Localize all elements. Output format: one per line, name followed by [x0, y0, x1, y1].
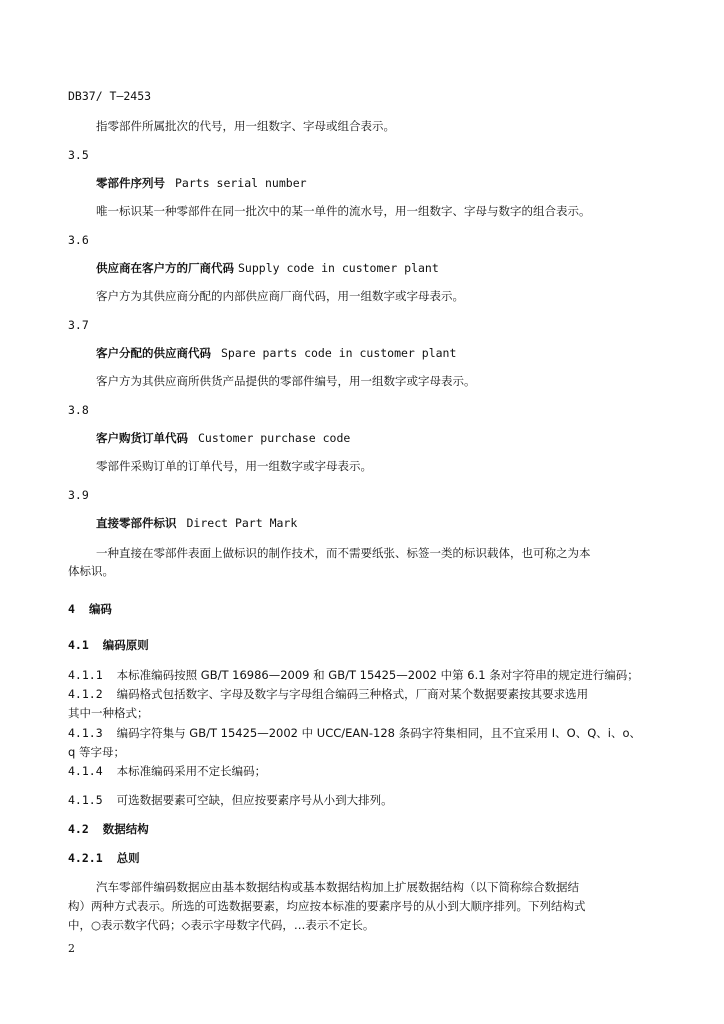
term-en: Supply code in customer plant	[238, 261, 439, 275]
section-title: 总则	[116, 851, 140, 865]
clause-4-1-3-continuation: q 等字母；	[68, 745, 125, 759]
term-cn: 客户分配的供应商代码	[96, 346, 211, 360]
clause-4-1-3	[68, 726, 641, 740]
paragraph-4-2-1-line-3: 中，○表示数字代码；◇表示字母数字代码，…表示不定长。	[68, 918, 375, 932]
section-title: 数据结构	[102, 822, 149, 836]
chapter-4-heading	[68, 602, 112, 616]
clause-number: 4.1.1	[68, 668, 103, 682]
chapter-number: 4	[68, 602, 75, 616]
clause-text: 本标准编码采用不定长编码；	[116, 764, 267, 778]
term-cn: 零部件序列号	[96, 176, 165, 190]
term-number-3-8: 3.8	[68, 403, 89, 417]
standard-number-header: DB37/ T—2453	[68, 89, 152, 103]
section-number: 4.2.1	[68, 851, 103, 865]
term-en: Direct Part Mark	[186, 516, 298, 530]
term-title-3-9	[96, 516, 297, 530]
clause-text: 本标准编码按照 GB/T 16986—2009 和 GB/T 15425—2002 中第 6.1 条对字符串的规定进行编码；	[116, 668, 639, 682]
term-number-3-7: 3.7	[68, 318, 89, 332]
clause-4-1-2-continuation: 其中一种格式；	[68, 706, 149, 720]
section-4-1-heading	[68, 638, 149, 652]
term-number-3-6: 3.6	[68, 233, 89, 247]
section-4-2-heading	[68, 822, 149, 836]
term-definition-3-8: 零部件采购订单的订单代号，用一组数字或字母表示。	[96, 459, 372, 473]
term-en: Customer purchase code	[198, 431, 351, 445]
term-number-3-9: 3.9	[68, 488, 89, 502]
term-en: Spare parts code in customer plant	[221, 346, 457, 360]
chapter-title: 编码	[88, 602, 112, 616]
term-title-3-6	[96, 261, 439, 275]
term-definition-3-9-line-1: 一种直接在零部件表面上做标识的制作技术，而不需要纸张、标签一类的标识载体，也可称之为本	[96, 546, 591, 560]
term-en: Parts serial number	[175, 176, 307, 190]
intro-definition-line: 指零部件所属批次的代号，用一组数字、字母或组合表示。	[96, 119, 395, 133]
term-title-3-8	[96, 431, 350, 445]
clause-number: 4.1.4	[68, 764, 103, 778]
term-cn: 直接零部件标识	[96, 516, 177, 530]
term-definition-3-5: 唯一标识某一种零部件在同一批次中的某一单件的流水号，用一组数字、字母与数字的组合表示。	[96, 204, 591, 218]
term-definition-3-9-line-2: 体标识。	[68, 564, 114, 578]
section-title: 编码原则	[102, 638, 149, 652]
clause-4-1-5	[68, 793, 393, 807]
clause-text: 编码格式包括数字、字母及数字与字母组合编码三种格式，厂商对某个数据要素按其要求选用	[116, 687, 589, 701]
clause-number: 4.1.2	[68, 687, 103, 701]
clause-text: 编码字符集与 GB/T 15425—2002 中 UCC/EAN-128 条码字符集相同，且不宜采用 I、O、Q、i、o、	[116, 726, 642, 740]
term-title-3-5	[96, 176, 307, 190]
term-definition-3-7: 客户方为其供应商所供货产品提供的零部件编号，用一组数字或字母表示。	[96, 374, 476, 388]
term-title-3-7	[96, 346, 456, 360]
section-4-2-1-heading	[68, 851, 140, 865]
term-cn: 客户购货订单代码	[96, 431, 188, 445]
section-number: 4.2	[68, 822, 89, 836]
paragraph-4-2-1-line-1: 汽车零部件编码数据应由基本数据结构或基本数据结构加上扩展数据结构（以下简称综合数据结	[96, 880, 579, 894]
term-cn: 供应商在客户方的厂商代码	[96, 261, 234, 275]
page-number: 2	[68, 942, 75, 955]
clause-number: 4.1.5	[68, 793, 103, 807]
section-number: 4.1	[68, 638, 89, 652]
clause-4-1-2	[68, 687, 588, 701]
term-number-3-5: 3.5	[68, 148, 89, 162]
clause-number: 4.1.3	[68, 726, 103, 740]
clause-text: 可选数据要素可空缺，但应按要素序号从小到大排列。	[116, 793, 393, 807]
clause-4-1-1	[68, 668, 639, 682]
clause-4-1-4	[68, 764, 266, 778]
term-definition-3-6: 客户方为其供应商分配的内部供应商厂商代码，用一组数字或字母表示。	[96, 289, 464, 303]
paragraph-4-2-1-line-2: 构）两种方式表示。所选的可选数据要素，均应按本标准的要素序号的从小到大顺序排列。下列结构式	[68, 899, 586, 913]
